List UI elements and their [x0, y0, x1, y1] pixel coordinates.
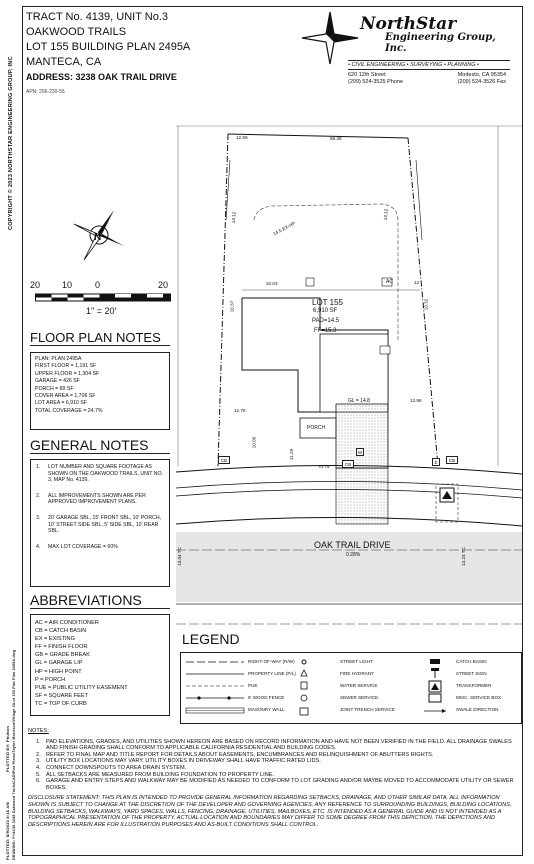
scale-tick-0: 0 — [95, 280, 101, 290]
logo-name-1: NorthStar — [360, 14, 457, 34]
dim-rear-setback: 14.12 — [230, 211, 237, 224]
dim-left-1: 10.03 — [266, 281, 278, 286]
legend-item: TRANSFORMER — [456, 683, 492, 688]
floor-plan-note-item: GARAGE = 426 SF — [35, 378, 80, 385]
plotted-date-text: PLOTTED: 8/9/2023 8:16 AM — [5, 802, 10, 860]
scale-tick-20l: 20 — [30, 280, 41, 290]
floor-plan-note-item: PORCH = 89 SF — [35, 385, 74, 392]
ff-label: FF=15.3 — [314, 328, 337, 334]
general-note-number: 4. — [36, 543, 41, 550]
catch-basin-marker-1: CB — [218, 456, 230, 464]
note-item — [28, 765, 518, 772]
pad-label: PAD=14.5 — [312, 318, 340, 324]
lot-number-label: LOT 155 — [312, 298, 343, 307]
lot-area-label: 6,910 SF — [313, 308, 338, 314]
hp-label: 14.5 EX-HP — [272, 220, 297, 237]
note-text: CONNECT DOWNSPOUTS TO AREA DRAIN SYSTEM. — [46, 764, 187, 771]
legend-item: CATCH BASIN — [456, 659, 487, 664]
abbreviation-item: TC = TOP OF CURB — [35, 700, 87, 707]
note-item — [28, 739, 518, 752]
city-line: MANTECA, CA — [26, 56, 102, 68]
general-note-text: LOT NUMBER AND SQUARE FOOTAGE AS SHOWN ON THE OAKWOOD TRAILS, UNIT NO. 3, MAP No. 4139. — [48, 464, 164, 484]
abbreviation-item: GB = GRADE BREAK — [35, 652, 90, 659]
logo-street: 620 12th Street — [348, 72, 386, 78]
logo-name-2: Engineering Group, Inc. — [385, 32, 496, 54]
dim-right-3: 12 — [414, 280, 420, 285]
general-note-text: MAX LOT COVERAGE = 60% — [48, 543, 118, 550]
tc-left: 13.04 TC — [176, 547, 182, 566]
street-name-label: OAK TRAIL DRIVE — [314, 540, 391, 550]
dim-front: 70.75 — [318, 464, 330, 469]
gl-label: GL = 14.8 — [348, 398, 370, 404]
subdivision-line: OAKWOOD TRAILS — [26, 26, 127, 38]
dim-rear: 58.38 — [330, 136, 342, 141]
floor-plan-note-item: COVER AREA = 1,706 SF — [35, 393, 96, 400]
note-item — [28, 752, 518, 759]
dim-rear-left: 12.99 — [236, 135, 248, 140]
general-note-text: ALL IMPROVEMENTS SHOWN ARE PER APPROVED IMPROVEMENT PLANS. — [48, 492, 146, 506]
address-line: ADDRESS: 3238 OAK TRAIL DRIVE — [26, 72, 177, 82]
logo-services: • CIVIL ENGINEERING • SURVEYING • PLANNING • — [348, 60, 510, 70]
legend-item: STREET LIGHT — [340, 659, 373, 664]
notes-title: NOTES: — [28, 728, 49, 734]
disclosure-statement: DISCLOSURE STATEMENT: THIS PLAN IS INTENDED TO PROVIDE GENERAL INFORMATION REGARDING SETBACKS, DRAINAGE, AND OTHER SIMILAR DATA. ALL INFORMATION SHOWN IS SUBJECT TO CHANGE AT THE DISCRETION OF THE DEVELOPER AND GOVERNING AGENCIES. ANY REFERENCE TO SURROUNDING BUILDINGS, BUILDING LOCATIONS, BUILDING SETBACKS, WALKWAYS, YARD SPACES, WALLS, FENCING, DRAINAGE, UTILITIES, MAILBOXES, ETC. IS INTENDED AS A GENERAL GUIDE AND IS NOT INTENDED AS A TOPOGRAPHICAL PRESENTATION OF THE PROPERTY. ACTUAL LOCATION AND BOUNDARIES MAY DIFFER TO SOME DEGREE FROM THIS DEPICTION. THE DEPICTIONS AND DESCRIPTIONS HEREIN ARE FOR ILLUSTRATION PURPOSES AND AS-BUILT CONDITIONS SHALL CONTROL. — [28, 795, 512, 828]
tract-line: TRACT No. 4139, UNIT No.3 — [26, 11, 169, 23]
abbreviation-item: PUE = PUBLIC UTILITY EASEMENT — [35, 684, 128, 691]
lot-plan-line: LOT 155 BUILDING PLAN 2495A — [26, 41, 191, 53]
water-marker: W — [357, 450, 363, 455]
legend-item: STREET SIGN — [456, 671, 487, 676]
general-note-number: 2. — [36, 492, 41, 499]
catch-basin-marker-3: CB — [446, 456, 458, 464]
abbreviation-item: EX = EXISTING — [35, 636, 75, 643]
scale-bar — [28, 280, 178, 320]
abbreviation-item: AC = AIR CONDITIONER — [35, 620, 99, 626]
legend-item: 6' WOOD FENCE — [248, 695, 285, 700]
legend-item: WATER SERVICE — [340, 683, 378, 688]
legend-item: JOINT TRENCH SERVICE — [340, 707, 395, 712]
copyright-text: COPYRIGHT © 2023 NORTHSTAR ENGINEERING GROUP, INC — [8, 56, 14, 230]
general-note-item — [36, 464, 165, 484]
floor-plan-note-item: UPPER FLOOR = 1,304 SF — [35, 370, 100, 377]
legend-item: PROPERTY LINE (P/L) — [248, 671, 296, 676]
dim-right-1: 13.98 — [410, 398, 422, 403]
abbreviations-box — [30, 614, 170, 716]
scale-tick-10: 10 — [62, 280, 73, 290]
legend-item: RIGHT-OF-WAY (R/W) — [248, 659, 295, 664]
floor-plan-note-item: TOTAL COVERAGE = 24.7% — [35, 407, 103, 414]
note-item — [28, 778, 518, 791]
apn-line: APN: 266-230-55 — [26, 89, 65, 95]
legend-item: PUE — [248, 683, 258, 688]
abbreviation-item: CB = CATCH BASIN — [35, 628, 87, 635]
abbreviation-item: SF = SQUARE FEET — [35, 692, 88, 699]
note-number: 4. — [36, 764, 41, 771]
general-note-item — [36, 544, 165, 551]
note-text: REFER TO FINAL MAP AND TITLE REPORT FOR DETAILS ABOUT EASEMENTS, ENCUMBRANCES AND RELINQUISHMENT OF ABUTTERS RIGHTS. — [46, 751, 434, 758]
general-note-item — [36, 493, 165, 506]
svg-text:N: N — [94, 232, 102, 243]
general-note-number: 1. — [36, 464, 41, 470]
legend-item: MISC. SERVICE BOX — [456, 695, 502, 700]
porch-label: PORCH — [307, 425, 326, 431]
drawing-path-text: DRAWING: P:\4139-3248 Oakwood Trails\CAD\Plot Plans\Taylor Morrison\Village 3\Lot 155 Plot Plan 2495A.dwg — [12, 649, 16, 860]
abbreviation-item: HP = HIGH POINT — [35, 668, 82, 675]
company-logo — [330, 14, 510, 86]
note-text: ALL SETBACKS ARE MEASURED FROM BUILDING FOUNDATION TO PROPERTY LINE. — [46, 771, 275, 778]
note-text: GARAGE AND ENTRY STEPS AND WALKWAY MAY BE MODIFIED AS NEEDED TO CONFORM TO LOT GRADING AND/OR MAYBE MOVED TO ACCOMMODATE UTILITY OR SEWER BOXES. — [46, 778, 514, 791]
general-note-text: 20' GARAGE SBL, 15' FRONT SBL, 10' PORCH, 10' STREET SIDE SBL, 5' SIDE SBL, 10' REAR SBL. — [48, 514, 162, 535]
tc-right: 13.24 TC — [460, 547, 466, 566]
legend-title: LEGEND — [182, 631, 240, 647]
north-star-logo-icon — [300, 10, 360, 66]
dim-right-rear: 14.12 — [382, 208, 389, 221]
legend-item: SWALE DIRECTION — [456, 707, 499, 712]
floor-plan-notes-box — [30, 352, 170, 430]
scale-tick-20r: 20 — [158, 280, 169, 290]
dim-left-4: 10.00 — [251, 436, 257, 449]
floor-plan-note-item: FIRST FLOOR = 1,191 SF — [35, 363, 97, 370]
dim-left-3: 12.78 — [234, 408, 246, 413]
dim-left-2: 10.37 — [229, 300, 235, 313]
note-item — [28, 758, 518, 765]
note-number: 1. — [36, 738, 41, 745]
scale-label: 1" = 20' — [86, 306, 117, 316]
general-notes-box — [30, 459, 170, 587]
general-note-number: 3. — [36, 514, 41, 521]
electric-marker: E — [432, 458, 440, 466]
street-slope-label: 0.28% — [346, 552, 361, 558]
note-number: 5. — [36, 771, 41, 778]
plotted-by-text: PLOTTED BY: Phuhon — [5, 726, 10, 772]
note-number: 3. — [36, 758, 41, 765]
dim-left-5: 11.29 — [289, 448, 295, 461]
legend-item: MASONRY WALL — [248, 707, 285, 712]
floor-plan-note-item: PLAN: PLAN 2495A — [35, 356, 82, 362]
abbreviations-title: ABBREVIATIONS — [30, 592, 170, 609]
floor-plan-notes-title: FLOOR PLAN NOTES — [30, 330, 170, 346]
legend-symbols — [184, 656, 520, 722]
note-text: PAD ELEVATIONS, GRADES, AND UTILITIES SHOWN HEREON ARE BASED ON RECORD INFORMATION AND HAVE NOT BEEN VERIFIED IN THE FIELD. ALL DRAINAGE SWALES AND FINISH GRADING SHALL CONFORM TO APPLICABLE CALIFORNIA RESIDENTIAL AND BUILDING CODES. — [46, 738, 512, 752]
logo-contact — [348, 72, 510, 86]
legend-item: SEWER SERVICE — [340, 695, 379, 700]
north-arrow-icon — [68, 204, 130, 266]
abbreviation-item: P = PORCH — [35, 676, 66, 683]
logo-city: Modesto, CA 95354 — [457, 72, 506, 78]
note-number: 6. — [36, 778, 41, 785]
floor-plan-note-item: LOT AREA = 6,910 SF — [35, 400, 87, 407]
general-note-item — [36, 515, 165, 535]
scale-bar-graphic — [35, 292, 171, 304]
note-text: UTILITY BOX LOCATIONS MAY VARY. UTILITY BOXES IN DRIVEWAY SHALL HAVE TRAFFIC RATED LIDS. — [46, 758, 321, 765]
catch-basin-marker-2: CB — [342, 460, 354, 468]
general-notes-title: GENERAL NOTES — [30, 437, 170, 454]
logo-fax: (209) 524-3526 Fax — [457, 79, 506, 85]
dim-right-2: 10.32 — [423, 298, 429, 311]
note-number: 2. — [36, 751, 41, 758]
abbreviation-item: GL = GARAGE LIP — [35, 660, 83, 667]
legend-item: FIRE HYDRANT — [340, 671, 374, 676]
title-block — [26, 10, 190, 100]
abbreviation-item: FF = FINISH FLOOR — [35, 644, 88, 651]
notes-section — [28, 728, 518, 828]
ac-label: AC — [386, 279, 393, 285]
logo-phone: (209) 524-3525 Phone — [348, 79, 404, 85]
note-item — [28, 772, 518, 779]
